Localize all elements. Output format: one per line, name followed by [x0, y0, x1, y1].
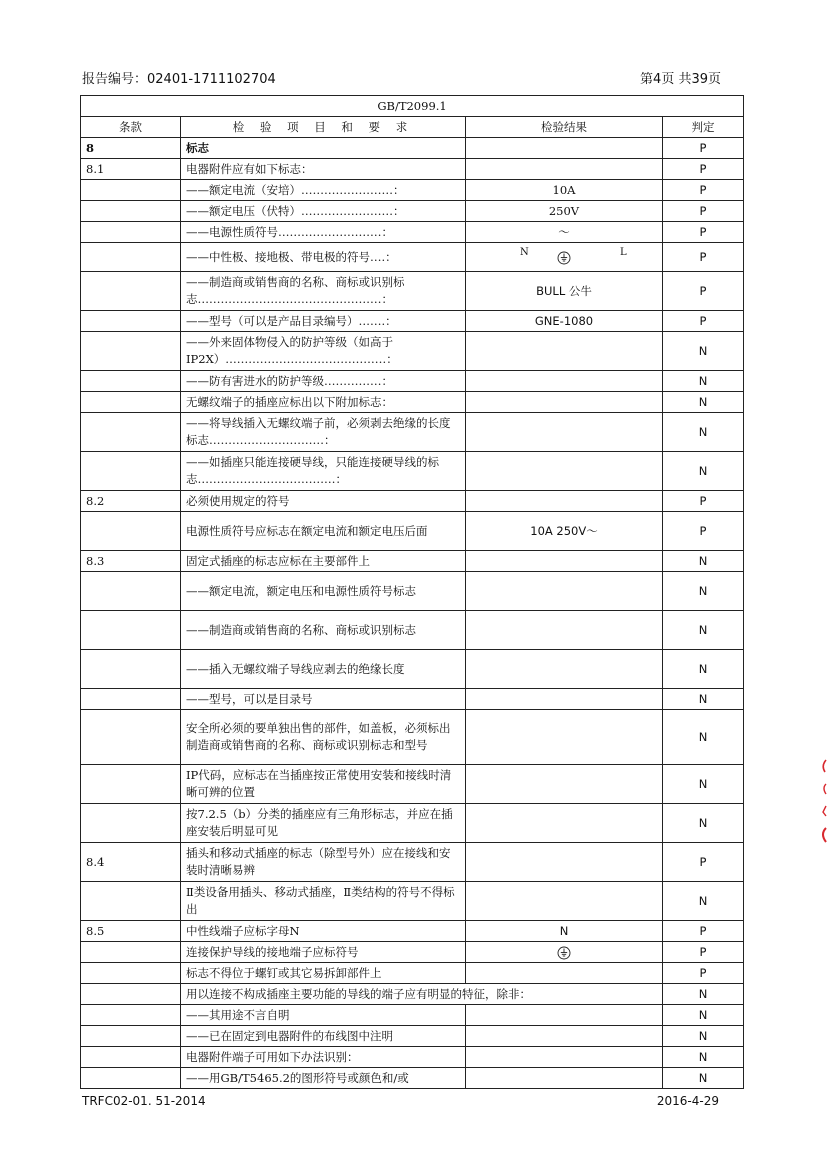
clause-cell [81, 512, 181, 551]
result-cell: BULL 公牛 [466, 272, 663, 311]
table-row [81, 804, 744, 843]
requirement-cell: 电器附件应有如下标志： [181, 159, 466, 180]
verdict-cell: N [663, 413, 744, 452]
requirement-cell: 电器附件端子可用如下办法识别： [181, 1047, 466, 1068]
report-number: 报告编号：02401-1711102704 [82, 72, 276, 87]
table-row [81, 650, 744, 689]
clause-cell [81, 804, 181, 843]
result-cell [466, 611, 663, 650]
result-cell [466, 551, 663, 572]
table-row [81, 1068, 744, 1089]
result-cell [466, 1026, 663, 1047]
result-cell [466, 710, 663, 765]
result-cell [466, 804, 663, 843]
table-row [81, 942, 744, 963]
clause-cell [81, 332, 181, 371]
clause-cell [81, 765, 181, 804]
verdict-cell: N [663, 452, 744, 491]
requirement-cell: ——如插座只能连接硬导线，只能连接硬导线的标志………………………………： [181, 452, 466, 491]
table-row [81, 572, 744, 611]
table-row [81, 222, 744, 243]
result-cell [466, 332, 663, 371]
requirement-cell: ——型号（可以是产品目录编号）…….： [181, 311, 466, 332]
result-cell [466, 243, 663, 272]
verdict-cell: N [663, 882, 744, 921]
verdict-cell: N [663, 984, 744, 1005]
clause-cell: 8.4 [81, 843, 181, 882]
requirement-cell: 固定式插座的标志应标在主要部件上 [181, 551, 466, 572]
earth-symbol-icon [557, 251, 571, 265]
result-cell [466, 1005, 663, 1026]
clause-cell [81, 710, 181, 765]
verdict-cell: N [663, 1005, 744, 1026]
verdict-cell: N [663, 804, 744, 843]
result-cell [466, 1068, 663, 1089]
result-cell [466, 392, 663, 413]
result-cell [466, 572, 663, 611]
requirement-cell: ——用GB/T5465.2的图形符号或颜色和/或 [181, 1068, 466, 1089]
result-cell [466, 413, 663, 452]
requirement-cell: 插头和移动式插座的标志（除型号外）应在接线和安装时清晰易辨 [181, 843, 466, 882]
verdict-cell: N [663, 710, 744, 765]
result-cell: GNE-1080 [466, 311, 663, 332]
table-row [81, 413, 744, 452]
requirement-cell: ——额定电流（安培）……………………： [181, 180, 466, 201]
col-header-verdict: 判定 [663, 117, 744, 138]
header-row [81, 117, 744, 138]
standard-title: GB/T2099.1 [81, 96, 744, 117]
clause-cell [81, 272, 181, 311]
verdict-cell: N [663, 1047, 744, 1068]
requirement-cell: IP代码，应标志在当插座按正常使用安装和接线时清晰可辨的位置 [181, 765, 466, 804]
red-seal-fragment [820, 758, 827, 844]
result-cell [466, 882, 663, 921]
table-row [81, 491, 744, 512]
table-row [81, 710, 744, 765]
table-row [81, 311, 744, 332]
requirement-cell: ——电源性质符号………………………： [181, 222, 466, 243]
requirement-cell: 中性线端子应标字母N [181, 921, 466, 942]
clause-cell [81, 243, 181, 272]
requirement-cell: ——将导线插入无螺纹端子前，必须剥去绝缘的长度标志…………………………： [181, 413, 466, 452]
verdict-cell: P [663, 843, 744, 882]
table-row [81, 272, 744, 311]
verdict-cell: N [663, 332, 744, 371]
verdict-cell: P [663, 311, 744, 332]
table-row [81, 452, 744, 491]
result-cell [466, 491, 663, 512]
table-row [81, 1026, 744, 1047]
clause-cell [81, 452, 181, 491]
requirement-cell: 用以连接不构成插座主要功能的导线的端子应有明显的特征，除非： [181, 984, 663, 1005]
verdict-cell: P [663, 138, 744, 159]
verdict-cell: P [663, 963, 744, 984]
result-cell [466, 159, 663, 180]
clause-cell [81, 180, 181, 201]
neutral-symbol: N [520, 247, 529, 258]
table-row [81, 843, 744, 882]
result-cell [466, 843, 663, 882]
clause-cell [81, 222, 181, 243]
verdict-cell: P [663, 942, 744, 963]
requirement-cell: ——外来固体物侵入的防护等级（如高于IP2X）……………………………………： [181, 332, 466, 371]
table-row [81, 392, 744, 413]
requirement-cell: ——额定电流，额定电压和电源性质符号标志 [181, 572, 466, 611]
clause-cell [81, 371, 181, 392]
table-row [81, 765, 744, 804]
clause-cell: 8.5 [81, 921, 181, 942]
verdict-cell: N [663, 551, 744, 572]
result-cell [466, 942, 663, 963]
verdict-cell: N [663, 371, 744, 392]
earth-symbol-icon [557, 946, 571, 960]
requirement-cell: ——其用途不言自明 [181, 1005, 466, 1026]
table-row [81, 984, 744, 1005]
requirement-cell: 必须使用规定的符号 [181, 491, 466, 512]
clause-cell [81, 1005, 181, 1026]
table-row [81, 551, 744, 572]
result-cell: 250V [466, 201, 663, 222]
table-row [81, 963, 744, 984]
clause-cell: 8.2 [81, 491, 181, 512]
result-cell: 10A 250V～ [466, 512, 663, 551]
clause-cell [81, 689, 181, 710]
table-row [81, 689, 744, 710]
requirement-cell: ——制造商或销售商的名称、商标或识别标志…………………………………………： [181, 272, 466, 311]
verdict-cell: N [663, 572, 744, 611]
clause-cell [81, 413, 181, 452]
table-row [81, 1005, 744, 1026]
clause-cell [81, 984, 181, 1005]
inspection-table [80, 95, 744, 1089]
result-cell: 10A [466, 180, 663, 201]
table-row [81, 1047, 744, 1068]
table-row [81, 159, 744, 180]
requirement-cell: ——型号，可以是目录号 [181, 689, 466, 710]
result-cell [466, 963, 663, 984]
clause-cell [81, 311, 181, 332]
requirement-cell: 无螺纹端子的插座应标出以下附加标志： [181, 392, 466, 413]
verdict-cell: N [663, 1068, 744, 1089]
verdict-cell: P [663, 272, 744, 311]
table-row [81, 180, 744, 201]
verdict-cell: N [663, 765, 744, 804]
live-symbol: L [620, 247, 627, 258]
requirement-cell: ——防有害进水的防护等级……………： [181, 371, 466, 392]
requirement-cell: 连接保护导线的接地端子应标符号 [181, 942, 466, 963]
verdict-cell: N [663, 689, 744, 710]
table-row [81, 201, 744, 222]
standard-row [81, 96, 744, 117]
clause-cell: 8.1 [81, 159, 181, 180]
requirement-cell: 标志不得位于螺钉或其它易拆卸部件上 [181, 963, 466, 984]
table-row [81, 882, 744, 921]
requirement-cell: ——额定电压（伏特）……………………： [181, 201, 466, 222]
requirement-cell: ——插入无螺纹端子导线应剥去的绝缘长度 [181, 650, 466, 689]
requirement-cell: ——已在固定到电器附件的布线图中注明 [181, 1026, 466, 1047]
col-header-requirement: 检 验 项 目 和 要 求 [181, 117, 466, 138]
requirement-cell: ——制造商或销售商的名称、商标或识别标志 [181, 611, 466, 650]
result-cell [466, 1047, 663, 1068]
verdict-cell: P [663, 921, 744, 942]
requirement-cell: ——中性极、接地极、带电极的符号….： [181, 243, 466, 272]
verdict-cell: N [663, 1026, 744, 1047]
clause-cell [81, 942, 181, 963]
clause-cell [81, 882, 181, 921]
result-cell [466, 650, 663, 689]
clause-cell [81, 1026, 181, 1047]
result-cell [466, 689, 663, 710]
verdict-cell: P [663, 180, 744, 201]
result-cell [466, 765, 663, 804]
table-row [81, 371, 744, 392]
clause-cell: 8.3 [81, 551, 181, 572]
result-cell [466, 138, 663, 159]
verdict-cell: P [663, 491, 744, 512]
requirement-cell: 按7.2.5（b）分类的插座应有三角形标志，并应在插座安装后明显可见 [181, 804, 466, 843]
clause-cell [81, 1047, 181, 1068]
result-cell: ～ [466, 222, 663, 243]
table-row [81, 332, 744, 371]
verdict-cell: P [663, 222, 744, 243]
verdict-cell: N [663, 392, 744, 413]
col-header-clause: 条款 [81, 117, 181, 138]
table-row [81, 138, 744, 159]
result-cell [466, 452, 663, 491]
table-row [81, 512, 744, 551]
requirement-cell: Ⅱ类设备用插头、移动式插座，Ⅱ类结构的符号不得标出 [181, 882, 466, 921]
form-number: TRFC02-01. 51-2014 [82, 1094, 206, 1108]
clause-cell [81, 963, 181, 984]
verdict-cell: P [663, 243, 744, 272]
clause-cell [81, 201, 181, 222]
requirement-cell: 安全所必须的要单独出售的部件，如盖板，必须标出制造商或销售商的名称、商标或识别标志和型号 [181, 710, 466, 765]
verdict-cell: N [663, 650, 744, 689]
verdict-cell: N [663, 611, 744, 650]
result-cell: N [466, 921, 663, 942]
clause-cell [81, 611, 181, 650]
requirement-cell: 标志 [181, 138, 466, 159]
clause-cell [81, 1068, 181, 1089]
table-row [81, 921, 744, 942]
page-indicator: 第4页 共39页 [640, 72, 721, 87]
requirement-cell: 电源性质符号应标志在额定电流和额定电压后面 [181, 512, 466, 551]
result-cell [466, 371, 663, 392]
col-header-result: 检验结果 [466, 117, 663, 138]
clause-cell: 8 [81, 138, 181, 159]
clause-cell [81, 572, 181, 611]
verdict-cell: P [663, 512, 744, 551]
verdict-cell: P [663, 201, 744, 222]
table-row [81, 611, 744, 650]
verdict-cell: P [663, 159, 744, 180]
clause-cell [81, 650, 181, 689]
table-row [81, 243, 744, 272]
clause-cell [81, 392, 181, 413]
issue-date: 2016-4-29 [656, 1094, 719, 1108]
